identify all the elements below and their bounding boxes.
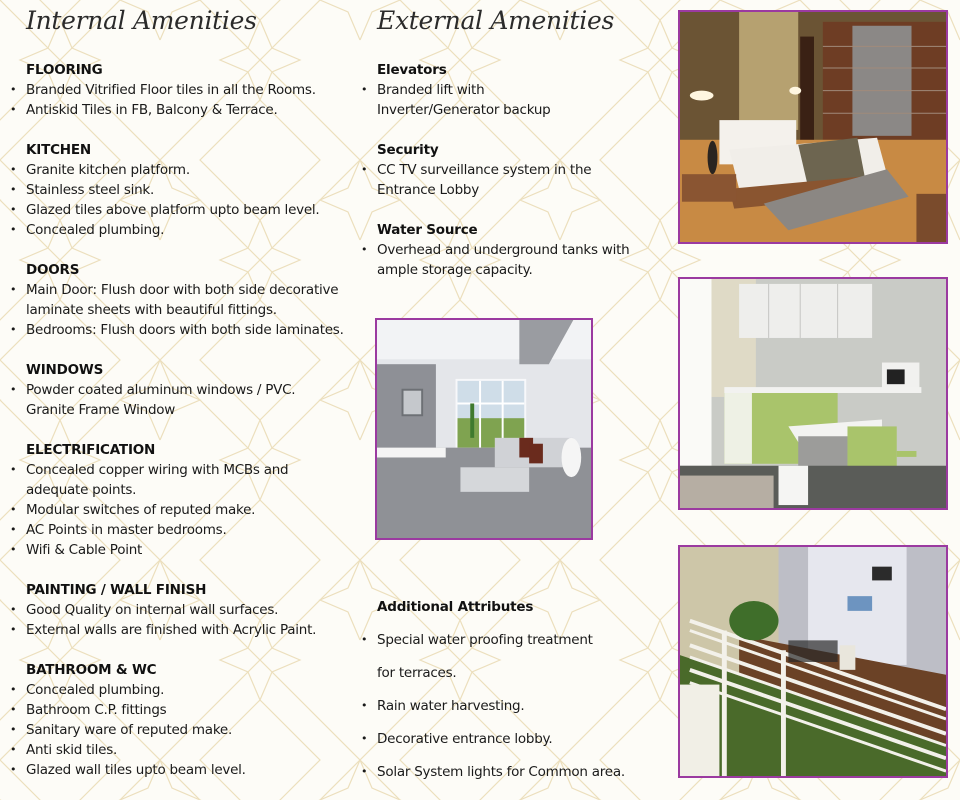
bullet-icon: • <box>10 703 17 716</box>
list-item: • Sanitary ware of reputed make. <box>10 722 233 738</box>
list-item: • Stainless steel sink. <box>10 182 155 198</box>
list-item-continuation: for terraces. <box>377 665 457 681</box>
list-item: • Anti skid tiles. <box>10 742 118 758</box>
bullet-icon: • <box>361 243 368 256</box>
bullet-icon: • <box>10 103 17 116</box>
list-item: • Rain water harvesting. <box>361 698 525 714</box>
list-item: • Modular switches of reputed make. <box>10 502 256 518</box>
bullet-icon: • <box>10 743 17 756</box>
bullet-icon: • <box>361 765 368 778</box>
internal-amenities-title: Internal Amenities <box>26 6 257 35</box>
list-item-continuation: Granite Frame Window <box>26 402 176 418</box>
bullet-icon: • <box>10 223 17 236</box>
list-item-continuation: Inverter/Generator backup <box>377 102 551 118</box>
bullet-icon: • <box>10 323 17 336</box>
bullet-icon: • <box>361 633 368 646</box>
list-item-continuation: laminate sheets with beautiful fittings. <box>26 302 277 318</box>
list-item: • Decorative entrance lobby. <box>361 731 553 747</box>
kitchen-photo <box>678 277 948 510</box>
heading-security: Security <box>377 142 439 158</box>
bullet-icon: • <box>10 83 17 96</box>
list-item: • Concealed copper wiring with MCBs and <box>10 462 289 478</box>
heading-electrification: ELECTRIFICATION <box>26 442 156 458</box>
living-room-photo <box>375 318 593 540</box>
bullet-icon: • <box>361 732 368 745</box>
bullet-icon: • <box>10 383 17 396</box>
list-item: • Branded Vitrified Floor tiles in all the Rooms. <box>10 82 316 98</box>
list-item: • Concealed plumbing. <box>10 222 165 238</box>
bullet-icon: • <box>10 763 17 776</box>
list-item-continuation: adequate points. <box>26 482 137 498</box>
bullet-icon: • <box>10 163 17 176</box>
list-item: • Wifi & Cable Point <box>10 542 143 558</box>
external-amenities-title: External Amenities <box>377 6 615 35</box>
heading-windows: WINDOWS <box>26 362 104 378</box>
list-item: • Solar System lights for Common area. <box>361 764 625 780</box>
list-item: • Glazed wall tiles upto beam level. <box>10 762 246 778</box>
list-item: • Good Quality on internal wall surfaces. <box>10 602 279 618</box>
balcony-photo <box>678 545 948 778</box>
heading-elevators: Elevators <box>377 62 447 78</box>
bullet-icon: • <box>10 723 17 736</box>
heading-water-source: Water Source <box>377 222 478 238</box>
bullet-icon: • <box>10 463 17 476</box>
bullet-icon: • <box>361 163 368 176</box>
list-item: • Branded lift with <box>361 82 485 98</box>
heading-painting: PAINTING / WALL FINISH <box>26 582 207 598</box>
bullet-icon: • <box>10 623 17 636</box>
heading-doors: DOORS <box>26 262 80 278</box>
list-item: • Overhead and underground tanks with <box>361 242 630 258</box>
bullet-icon: • <box>361 83 368 96</box>
bullet-icon: • <box>10 503 17 516</box>
bullet-icon: • <box>10 283 17 296</box>
list-item: • Powder coated aluminum windows / PVC. <box>10 382 296 398</box>
bullet-icon: • <box>10 603 17 616</box>
bullet-icon: • <box>10 683 17 696</box>
bullet-icon: • <box>10 183 17 196</box>
list-item: • Special water proofing treatment <box>361 632 593 648</box>
heading-bathroom: BATHROOM & WC <box>26 662 157 678</box>
heading-additional-attributes: Additional Attributes <box>377 599 534 615</box>
list-item: • Concealed plumbing. <box>10 682 165 698</box>
list-item: • Antiskid Tiles in FB, Balcony & Terrace. <box>10 102 278 118</box>
list-item: • External walls are finished with Acrylic Paint. <box>10 622 317 638</box>
heading-flooring: FLOORING <box>26 62 103 78</box>
bullet-icon: • <box>361 699 368 712</box>
bedroom-photo <box>678 10 948 244</box>
list-item-continuation: Entrance Lobby <box>377 182 479 198</box>
list-item: • Main Door: Flush door with both side decorative <box>10 282 339 298</box>
list-item: • Granite kitchen platform. <box>10 162 190 178</box>
list-item: • AC Points in master bedrooms. <box>10 522 227 538</box>
list-item: • CC TV surveillance system in the <box>361 162 592 178</box>
list-item: • Glazed tiles above platform upto beam level. <box>10 202 320 218</box>
list-item: • Bathroom C.P. fittings <box>10 702 167 718</box>
bullet-icon: • <box>10 543 17 556</box>
heading-kitchen: KITCHEN <box>26 142 92 158</box>
list-item: • Bedrooms: Flush doors with both side laminates. <box>10 322 344 338</box>
list-item-continuation: ample storage capacity. <box>377 262 533 278</box>
bullet-icon: • <box>10 203 17 216</box>
bullet-icon: • <box>10 523 17 536</box>
